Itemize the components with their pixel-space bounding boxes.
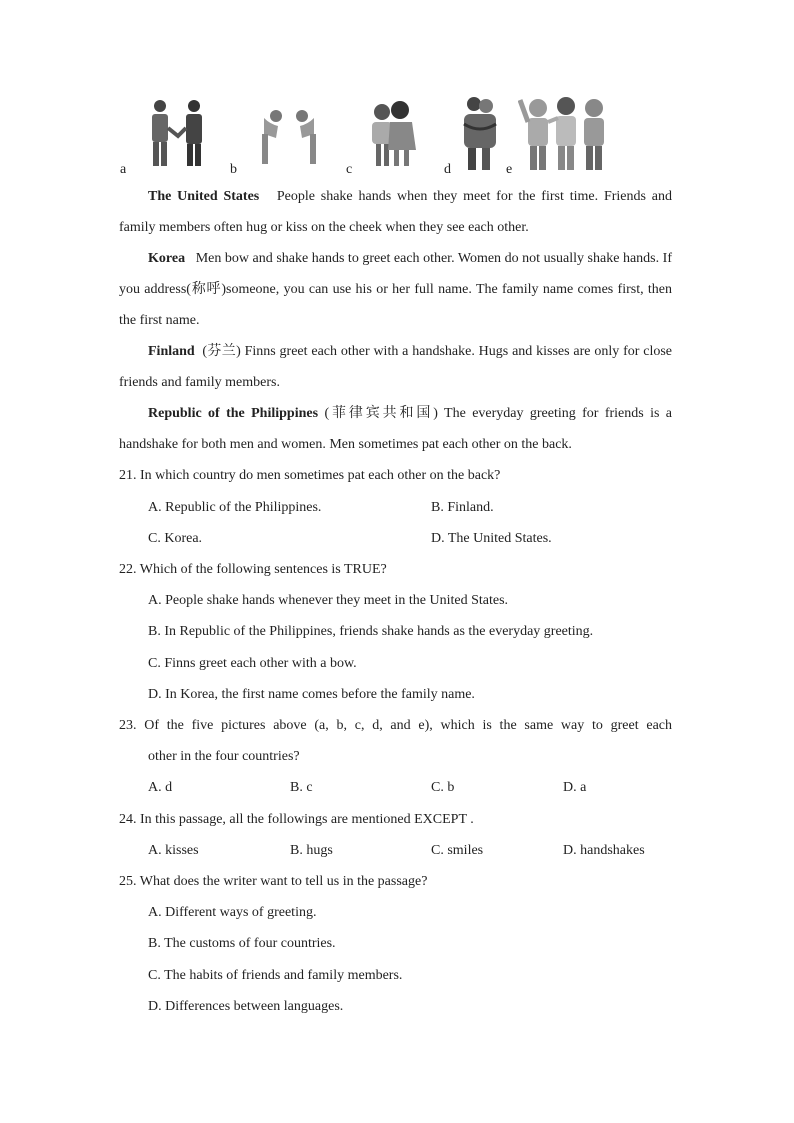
option-23-a[interactable]: A. d xyxy=(148,780,173,795)
paragraph-text: People shake hands when they meet for the first time. Friends and family members often hug or kiss on the cheek when they see each other. xyxy=(119,189,672,235)
question-25-stem: 25. What does the writer want to tell us in the passage? xyxy=(119,874,428,889)
option-22-d[interactable]: D. In Korea, the first name comes before the family name. xyxy=(148,687,475,702)
option-21-b[interactable]: B. Finland. xyxy=(431,500,494,515)
option-22-c[interactable]: C. Finns greet each other with a bow. xyxy=(148,656,357,671)
paragraph-heading: The United States xyxy=(148,189,260,204)
option-22-b[interactable]: B. In Republic of the Philippines, friends shake hands as the everyday greeting. xyxy=(148,624,594,639)
option-24-b[interactable]: B. hugs xyxy=(290,843,333,858)
paragraph-heading: Republic of the Philippines xyxy=(148,406,319,421)
question-23-stem-continued: other in the four countries? xyxy=(148,749,300,764)
paragraph-finland xyxy=(119,336,672,398)
option-24-a[interactable]: A. kisses xyxy=(148,843,199,858)
option-21-c[interactable]: C. Korea. xyxy=(148,531,203,546)
option-21-d[interactable]: D. The United States. xyxy=(431,531,552,546)
option-23-b[interactable]: B. c xyxy=(290,780,313,795)
hug-illustration xyxy=(458,94,502,172)
option-21-a[interactable]: A. Republic of the Philippines. xyxy=(148,500,322,515)
option-25-c[interactable]: C. The habits of friends and family members. xyxy=(148,968,403,983)
picture-label-d: d xyxy=(444,162,451,177)
group-wave-illustration xyxy=(518,94,616,174)
question-21-stem: 21. In which country do men sometimes pat each other on the back? xyxy=(119,468,501,483)
paragraph-text: Men bow and shake hands to greet each other. Women do not usually shake hands. If you address(称呼)someone, you can use his or her full name. The family name comes first, then the first name. xyxy=(119,251,672,328)
paragraph-text: (芬兰) Finns greet each other with a handshake. Hugs and kisses are only for close friends and family members. xyxy=(119,344,672,390)
option-23-d[interactable]: D. a xyxy=(563,780,587,795)
paragraph-korea xyxy=(119,243,672,336)
paragraph-text: (菲律宾共和国) The everyday greeting for friends is a handshake for both men and women. Men sometimes pat each other on the back. xyxy=(119,406,673,452)
picture-label-c: c xyxy=(346,162,353,177)
paragraph-heading: Korea xyxy=(148,251,186,266)
paragraph-united-states xyxy=(119,181,672,243)
question-24-stem: 24. In this passage, all the followings are mentioned EXCEPT . xyxy=(119,812,474,827)
option-25-d[interactable]: D. Differences between languages. xyxy=(148,999,344,1014)
option-24-d[interactable]: D. handshakes xyxy=(563,843,645,858)
picture-label-e: e xyxy=(506,162,513,177)
handshake-illustration xyxy=(142,94,212,168)
option-23-c[interactable]: C. b xyxy=(431,780,455,795)
paragraph-heading: Finland xyxy=(148,344,195,359)
picture-label-a: a xyxy=(120,162,127,177)
option-22-a[interactable]: A. People shake hands whenever they meet in the United States. xyxy=(148,593,509,608)
option-24-c[interactable]: C. smiles xyxy=(431,843,484,858)
kiss-illustration xyxy=(360,94,426,168)
bow-illustration xyxy=(250,94,330,168)
greeting-pictures xyxy=(118,94,638,178)
option-25-b[interactable]: B. The customs of four countries. xyxy=(148,936,336,951)
question-22-stem: 22. Which of the following sentences is TRUE? xyxy=(119,562,387,577)
option-25-a[interactable]: A. Different ways of greeting. xyxy=(148,905,317,920)
question-23-stem: 23. Of the five pictures above (a, b, c, d, and e), which is the same way to greet each xyxy=(119,718,672,733)
paragraph-philippines xyxy=(119,398,672,460)
picture-label-b: b xyxy=(230,162,237,177)
